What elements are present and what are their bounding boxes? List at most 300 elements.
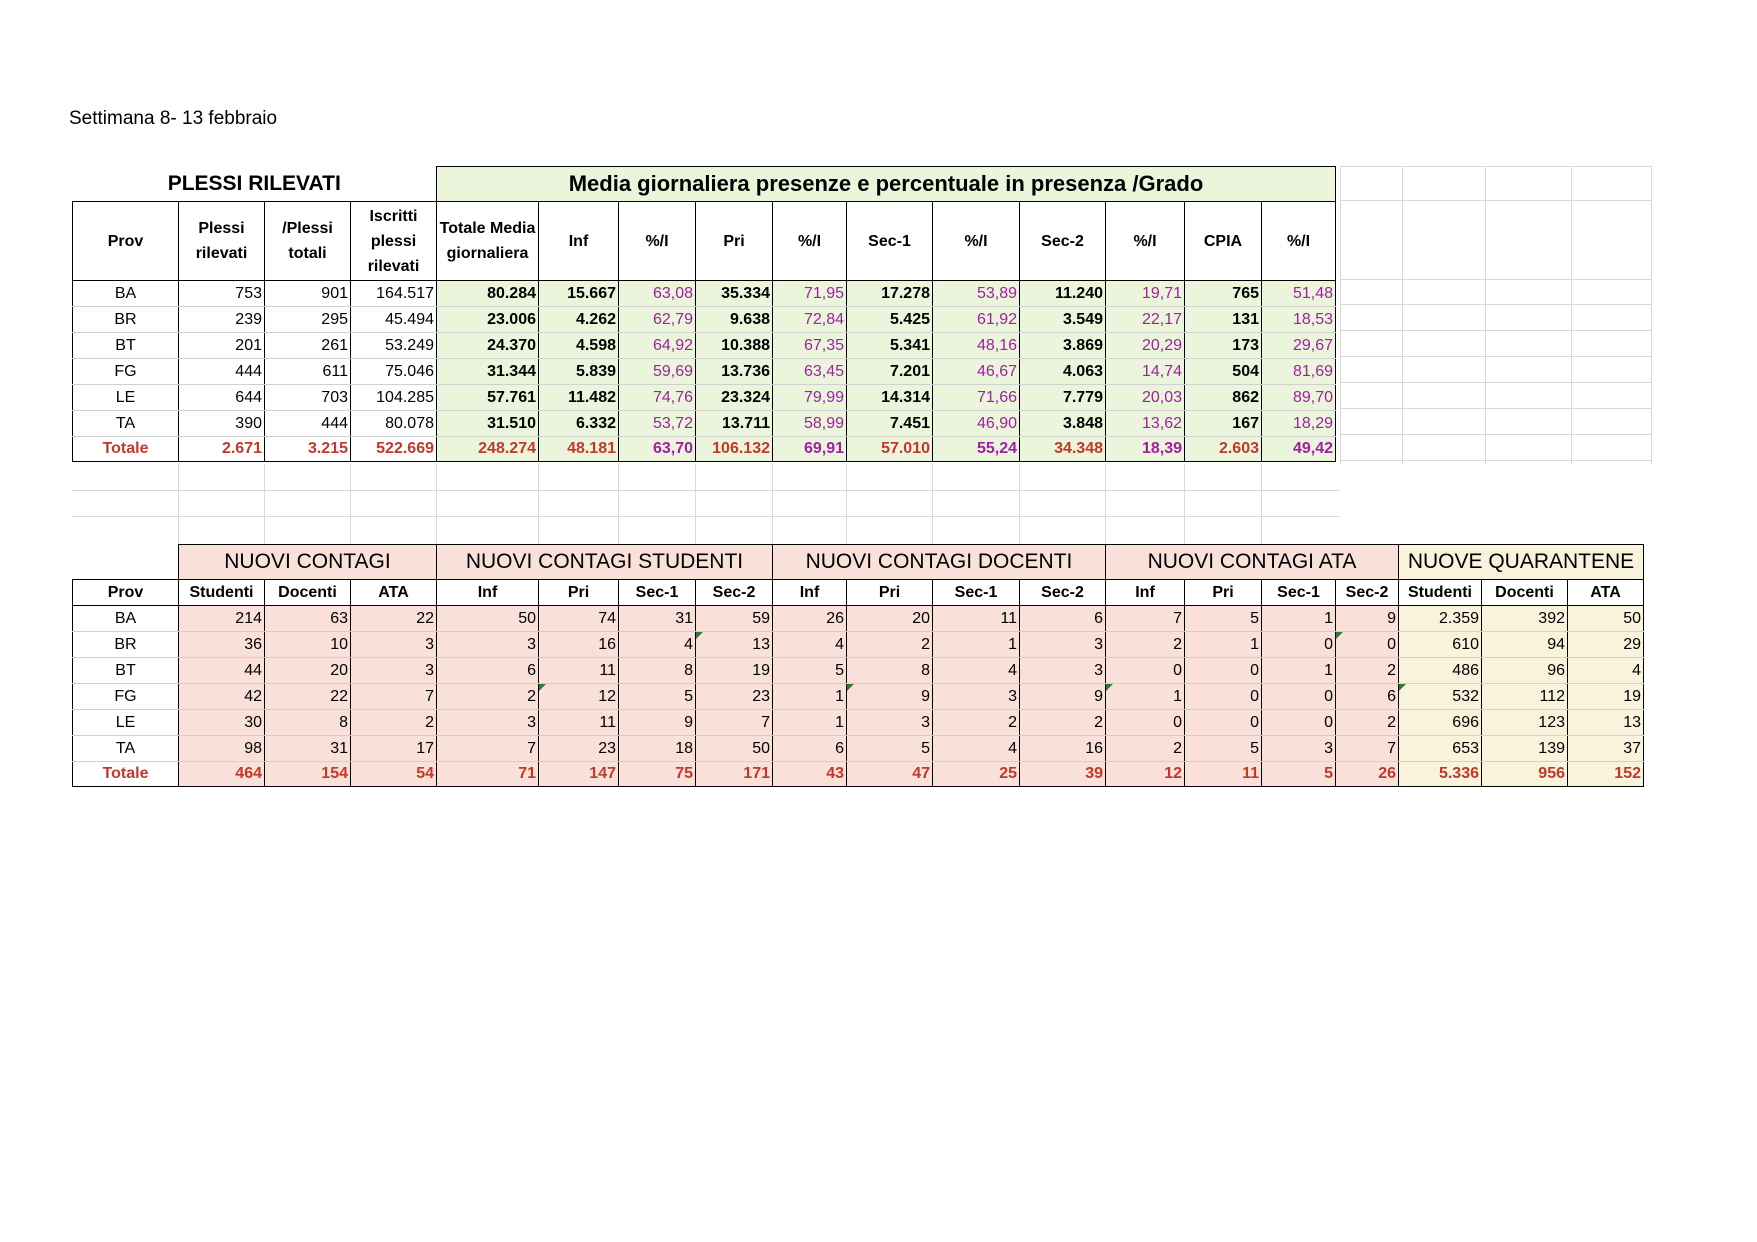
data-cell: 5: [1185, 736, 1262, 762]
col-header: Sec-1: [847, 202, 933, 281]
data-cell: 0: [1262, 632, 1336, 658]
col-header: Iscritti plessi rilevati: [351, 202, 437, 281]
data-cell: 19: [696, 658, 773, 684]
data-cell: 3: [1020, 658, 1106, 684]
data-cell: 20: [265, 658, 351, 684]
col-header: Totale Media giornaliera: [437, 202, 539, 281]
data-cell: 7: [1106, 606, 1185, 632]
col-header: %/I: [933, 202, 1020, 281]
data-cell: 214: [179, 606, 265, 632]
col-header: Studenti: [1399, 580, 1482, 606]
data-cell: 31: [619, 606, 696, 632]
data-cell: 112: [1482, 684, 1568, 710]
data-cell: 22: [351, 606, 437, 632]
data-cell: 1: [933, 632, 1020, 658]
data-cell: 611: [265, 359, 351, 385]
data-cell: 390: [179, 411, 265, 437]
data-cell: 167: [1185, 411, 1262, 437]
prov-cell: TA: [73, 736, 179, 762]
col-header: %/I: [1106, 202, 1185, 281]
data-cell: 50: [437, 606, 539, 632]
data-cell: 19: [1568, 684, 1644, 710]
data-cell: 23.006: [437, 307, 539, 333]
total-label: Totale: [73, 762, 179, 787]
data-cell: 7.779: [1020, 385, 1106, 411]
data-cell: 3: [351, 632, 437, 658]
total-row: [73, 437, 1336, 462]
data-cell: 8: [619, 658, 696, 684]
group-title-contagi-studenti: NUOVI CONTAGI STUDENTI: [437, 545, 773, 580]
data-cell: 7: [696, 710, 773, 736]
col-header: Pri: [696, 202, 773, 281]
col-header: Pri: [1185, 580, 1262, 606]
col-header: Inf: [1106, 580, 1185, 606]
total-cell: 248.274: [437, 437, 539, 462]
data-cell: 29: [1568, 632, 1644, 658]
data-cell: 11: [539, 658, 619, 684]
empty-grid-middle: [72, 464, 1340, 544]
table-row: [73, 411, 1336, 437]
data-cell: 31.344: [437, 359, 539, 385]
col-header: ATA: [1568, 580, 1644, 606]
total-cell: 39: [1020, 762, 1106, 787]
data-cell: 80.284: [437, 281, 539, 307]
col-header: Sec-2: [696, 580, 773, 606]
total-cell: 63,70: [619, 437, 696, 462]
total-cell: 71: [437, 762, 539, 787]
data-cell: 7: [1336, 736, 1399, 762]
data-cell: 765: [1185, 281, 1262, 307]
data-cell: 61,92: [933, 307, 1020, 333]
data-cell: 139: [1482, 736, 1568, 762]
data-cell: 98: [179, 736, 265, 762]
data-cell: 7.201: [847, 359, 933, 385]
data-cell: 444: [179, 359, 265, 385]
data-cell: 50: [1568, 606, 1644, 632]
data-cell: 31.510: [437, 411, 539, 437]
col-header: Prov: [73, 580, 179, 606]
data-cell: 1: [1106, 684, 1185, 710]
prov-cell: FG: [73, 359, 179, 385]
data-cell: 81,69: [1262, 359, 1336, 385]
data-cell: 5.341: [847, 333, 933, 359]
total-cell: 34.348: [1020, 437, 1106, 462]
total-cell: 43: [773, 762, 847, 787]
empty-grid-right: [1340, 166, 1652, 464]
data-cell: 23.324: [696, 385, 773, 411]
prov-cell: TA: [73, 411, 179, 437]
prov-cell: BA: [73, 606, 179, 632]
data-cell: 64,92: [619, 333, 696, 359]
total-cell: 464: [179, 762, 265, 787]
table-row: [73, 684, 1644, 710]
prov-cell: BA: [73, 281, 179, 307]
data-cell: 20,29: [1106, 333, 1185, 359]
data-cell: 14,74: [1106, 359, 1185, 385]
table-row: [73, 307, 1336, 333]
total-cell: 48.181: [539, 437, 619, 462]
data-cell: 9.638: [696, 307, 773, 333]
data-cell: 42: [179, 684, 265, 710]
data-cell: 6: [1020, 606, 1106, 632]
data-cell: 8: [265, 710, 351, 736]
data-cell: 0: [1262, 684, 1336, 710]
data-cell: 11: [933, 606, 1020, 632]
data-cell: 7.451: [847, 411, 933, 437]
data-cell: 164.517: [351, 281, 437, 307]
data-cell: 17: [351, 736, 437, 762]
data-cell: 7: [351, 684, 437, 710]
table-row: [73, 736, 1644, 762]
data-cell: 50: [696, 736, 773, 762]
data-cell: 10.388: [696, 333, 773, 359]
data-cell: 2: [351, 710, 437, 736]
col-header: Sec-2: [1020, 580, 1106, 606]
data-cell: 96: [1482, 658, 1568, 684]
data-cell: 74,76: [619, 385, 696, 411]
data-cell: 7: [437, 736, 539, 762]
group-title-contagi-ata: NUOVI CONTAGI ATA: [1106, 545, 1399, 580]
data-cell: 4: [1568, 658, 1644, 684]
data-cell: 4.063: [1020, 359, 1106, 385]
data-cell: 1: [1185, 632, 1262, 658]
total-cell: 5: [1262, 762, 1336, 787]
data-cell: 59: [696, 606, 773, 632]
data-cell: 74: [539, 606, 619, 632]
table-header-row: [73, 580, 1644, 606]
data-cell: 0: [1185, 684, 1262, 710]
col-header: Pri: [539, 580, 619, 606]
data-cell: 3: [933, 684, 1020, 710]
data-cell: 644: [179, 385, 265, 411]
col-header: Docenti: [1482, 580, 1568, 606]
col-header: Prov: [73, 202, 179, 281]
data-cell: 5.839: [539, 359, 619, 385]
prov-cell: BR: [73, 307, 179, 333]
total-label: Totale: [73, 437, 179, 462]
data-cell: 2: [1336, 658, 1399, 684]
data-cell: 46,67: [933, 359, 1020, 385]
data-cell: 29,67: [1262, 333, 1336, 359]
prov-cell: LE: [73, 710, 179, 736]
col-header: CPIA: [1185, 202, 1262, 281]
col-header: Sec-2: [1020, 202, 1106, 281]
data-cell: 75.046: [351, 359, 437, 385]
total-cell: 2.671: [179, 437, 265, 462]
data-cell: 12: [539, 684, 619, 710]
data-cell: 532: [1399, 684, 1482, 710]
data-cell: 51,48: [1262, 281, 1336, 307]
table-row: [73, 359, 1336, 385]
data-cell: 1: [773, 710, 847, 736]
data-cell: 2: [1336, 710, 1399, 736]
data-cell: 3: [847, 710, 933, 736]
total-cell: 154: [265, 762, 351, 787]
col-header: /Plessi totali: [265, 202, 351, 281]
section-title-plessi: PLESSI RILEVATI: [73, 167, 437, 202]
data-cell: 11: [539, 710, 619, 736]
data-cell: 0: [1185, 710, 1262, 736]
data-cell: 22: [265, 684, 351, 710]
data-cell: 6.332: [539, 411, 619, 437]
section-title-media: Media giornaliera presenze e percentuale in presenza /Grado: [437, 167, 1336, 202]
col-header: Inf: [539, 202, 619, 281]
data-cell: 3.869: [1020, 333, 1106, 359]
data-cell: 16: [539, 632, 619, 658]
data-cell: 89,70: [1262, 385, 1336, 411]
total-cell: 147: [539, 762, 619, 787]
data-cell: 15.667: [539, 281, 619, 307]
data-cell: 14.314: [847, 385, 933, 411]
data-cell: 5: [1185, 606, 1262, 632]
data-cell: 6: [773, 736, 847, 762]
data-cell: 4: [933, 658, 1020, 684]
data-cell: 201: [179, 333, 265, 359]
data-cell: 3.549: [1020, 307, 1106, 333]
total-row: [73, 762, 1644, 787]
data-cell: 6: [1336, 684, 1399, 710]
col-header: %/I: [773, 202, 847, 281]
data-cell: 59,69: [619, 359, 696, 385]
table-row: [73, 658, 1644, 684]
data-cell: 653: [1399, 736, 1482, 762]
data-cell: 3: [437, 632, 539, 658]
data-cell: 261: [265, 333, 351, 359]
data-cell: 67,35: [773, 333, 847, 359]
data-cell: 5: [773, 658, 847, 684]
data-cell: 46,90: [933, 411, 1020, 437]
data-cell: 20: [847, 606, 933, 632]
data-cell: 3.848: [1020, 411, 1106, 437]
total-cell: 18,39: [1106, 437, 1185, 462]
prov-cell: BT: [73, 658, 179, 684]
data-cell: 13.736: [696, 359, 773, 385]
data-cell: 63: [265, 606, 351, 632]
data-cell: 5: [619, 684, 696, 710]
data-cell: 26: [773, 606, 847, 632]
data-cell: 9: [847, 684, 933, 710]
data-cell: 703: [265, 385, 351, 411]
table-header-row: [73, 202, 1336, 281]
data-cell: 392: [1482, 606, 1568, 632]
total-cell: 55,24: [933, 437, 1020, 462]
data-cell: 10: [265, 632, 351, 658]
col-header: Sec-1: [933, 580, 1020, 606]
data-cell: 44: [179, 658, 265, 684]
data-cell: 18,53: [1262, 307, 1336, 333]
data-cell: 4: [933, 736, 1020, 762]
data-cell: 2: [847, 632, 933, 658]
col-header: Inf: [773, 580, 847, 606]
data-cell: 2: [933, 710, 1020, 736]
data-cell: 71,66: [933, 385, 1020, 411]
data-cell: 20,03: [1106, 385, 1185, 411]
total-cell: 956: [1482, 762, 1568, 787]
prov-cell: BT: [73, 333, 179, 359]
data-cell: 2.359: [1399, 606, 1482, 632]
data-cell: 58,99: [773, 411, 847, 437]
data-cell: 80.078: [351, 411, 437, 437]
col-header: Inf: [437, 580, 539, 606]
data-cell: 1: [1262, 658, 1336, 684]
data-cell: 53,72: [619, 411, 696, 437]
total-cell: 3.215: [265, 437, 351, 462]
prov-cell: BR: [73, 632, 179, 658]
data-cell: 0: [1336, 632, 1399, 658]
page-title: Settimana 8- 13 febbraio: [69, 108, 278, 129]
group-title-nuovi-contagi: NUOVI CONTAGI: [179, 545, 437, 580]
col-header: %/I: [1262, 202, 1336, 281]
data-cell: 36: [179, 632, 265, 658]
data-cell: 5: [847, 736, 933, 762]
total-cell: 152: [1568, 762, 1644, 787]
col-header: Sec-1: [1262, 580, 1336, 606]
data-cell: 18: [619, 736, 696, 762]
data-cell: 79,99: [773, 385, 847, 411]
data-cell: 0: [1106, 710, 1185, 736]
total-cell: 11: [1185, 762, 1262, 787]
data-cell: 5.425: [847, 307, 933, 333]
data-cell: 62,79: [619, 307, 696, 333]
table-row: [73, 606, 1644, 632]
group-title-quarantene: NUOVE QUARANTENE: [1399, 545, 1644, 580]
total-cell: 12: [1106, 762, 1185, 787]
data-cell: 1: [1262, 606, 1336, 632]
data-cell: 173: [1185, 333, 1262, 359]
total-cell: 171: [696, 762, 773, 787]
total-cell: 522.669: [351, 437, 437, 462]
data-cell: 11.482: [539, 385, 619, 411]
data-cell: 4: [773, 632, 847, 658]
data-cell: 4.262: [539, 307, 619, 333]
data-cell: 0: [1262, 710, 1336, 736]
data-cell: 18,29: [1262, 411, 1336, 437]
data-cell: 63,45: [773, 359, 847, 385]
data-cell: 239: [179, 307, 265, 333]
data-cell: 23: [539, 736, 619, 762]
data-cell: 610: [1399, 632, 1482, 658]
data-cell: 24.370: [437, 333, 539, 359]
col-header: Plessi rilevati: [179, 202, 265, 281]
total-cell: 49,42: [1262, 437, 1336, 462]
data-cell: 72,84: [773, 307, 847, 333]
data-cell: 63,08: [619, 281, 696, 307]
data-cell: 11.240: [1020, 281, 1106, 307]
col-header: Pri: [847, 580, 933, 606]
col-header: Sec-2: [1336, 580, 1399, 606]
group-title-contagi-docenti: NUOVI CONTAGI DOCENTI: [773, 545, 1106, 580]
data-cell: 3: [351, 658, 437, 684]
total-cell: 69,91: [773, 437, 847, 462]
contagion-table: [72, 544, 1644, 787]
data-cell: 9: [1336, 606, 1399, 632]
data-cell: 13: [1568, 710, 1644, 736]
data-cell: 53.249: [351, 333, 437, 359]
total-cell: 26: [1336, 762, 1399, 787]
col-header: Sec-1: [619, 580, 696, 606]
data-cell: 13.711: [696, 411, 773, 437]
data-cell: 48,16: [933, 333, 1020, 359]
data-cell: 2: [1020, 710, 1106, 736]
data-cell: 2: [1106, 736, 1185, 762]
data-cell: 3: [1020, 632, 1106, 658]
data-cell: 2: [1106, 632, 1185, 658]
data-cell: 3: [1262, 736, 1336, 762]
data-cell: 0: [1106, 658, 1185, 684]
data-cell: 57.761: [437, 385, 539, 411]
prov-cell: LE: [73, 385, 179, 411]
table-row: [73, 281, 1336, 307]
col-header: Docenti: [265, 580, 351, 606]
total-cell: 5.336: [1399, 762, 1482, 787]
data-cell: 4: [619, 632, 696, 658]
data-cell: 35.334: [696, 281, 773, 307]
data-cell: 16: [1020, 736, 1106, 762]
table-row: [73, 333, 1336, 359]
data-cell: 696: [1399, 710, 1482, 736]
total-cell: 57.010: [847, 437, 933, 462]
total-cell: 25: [933, 762, 1020, 787]
data-cell: 9: [1020, 684, 1106, 710]
total-cell: 47: [847, 762, 933, 787]
data-cell: 37: [1568, 736, 1644, 762]
data-cell: 22,17: [1106, 307, 1185, 333]
col-header: Studenti: [179, 580, 265, 606]
data-cell: 13,62: [1106, 411, 1185, 437]
data-cell: 504: [1185, 359, 1262, 385]
presence-table: [72, 166, 1336, 462]
data-cell: 23: [696, 684, 773, 710]
data-cell: 53,89: [933, 281, 1020, 307]
data-cell: 30: [179, 710, 265, 736]
col-header: ATA: [351, 580, 437, 606]
data-cell: 13: [696, 632, 773, 658]
data-cell: 0: [1185, 658, 1262, 684]
data-cell: 6: [437, 658, 539, 684]
data-cell: 3: [437, 710, 539, 736]
data-cell: 295: [265, 307, 351, 333]
data-cell: 753: [179, 281, 265, 307]
data-cell: 1: [773, 684, 847, 710]
data-cell: 4.598: [539, 333, 619, 359]
data-cell: 104.285: [351, 385, 437, 411]
table-row: [73, 632, 1644, 658]
data-cell: 31: [265, 736, 351, 762]
table-row: [73, 710, 1644, 736]
data-cell: 94: [1482, 632, 1568, 658]
data-cell: 901: [265, 281, 351, 307]
data-cell: 8: [847, 658, 933, 684]
total-cell: 2.603: [1185, 437, 1262, 462]
data-cell: 444: [265, 411, 351, 437]
total-cell: 75: [619, 762, 696, 787]
data-cell: 45.494: [351, 307, 437, 333]
data-cell: 19,71: [1106, 281, 1185, 307]
data-cell: 131: [1185, 307, 1262, 333]
total-cell: 106.132: [696, 437, 773, 462]
data-cell: 71,95: [773, 281, 847, 307]
prov-cell: FG: [73, 684, 179, 710]
data-cell: 486: [1399, 658, 1482, 684]
data-cell: 2: [437, 684, 539, 710]
col-header: %/I: [619, 202, 696, 281]
table-row: [73, 385, 1336, 411]
total-cell: 54: [351, 762, 437, 787]
data-cell: 17.278: [847, 281, 933, 307]
data-cell: 9: [619, 710, 696, 736]
data-cell: 862: [1185, 385, 1262, 411]
data-cell: 123: [1482, 710, 1568, 736]
